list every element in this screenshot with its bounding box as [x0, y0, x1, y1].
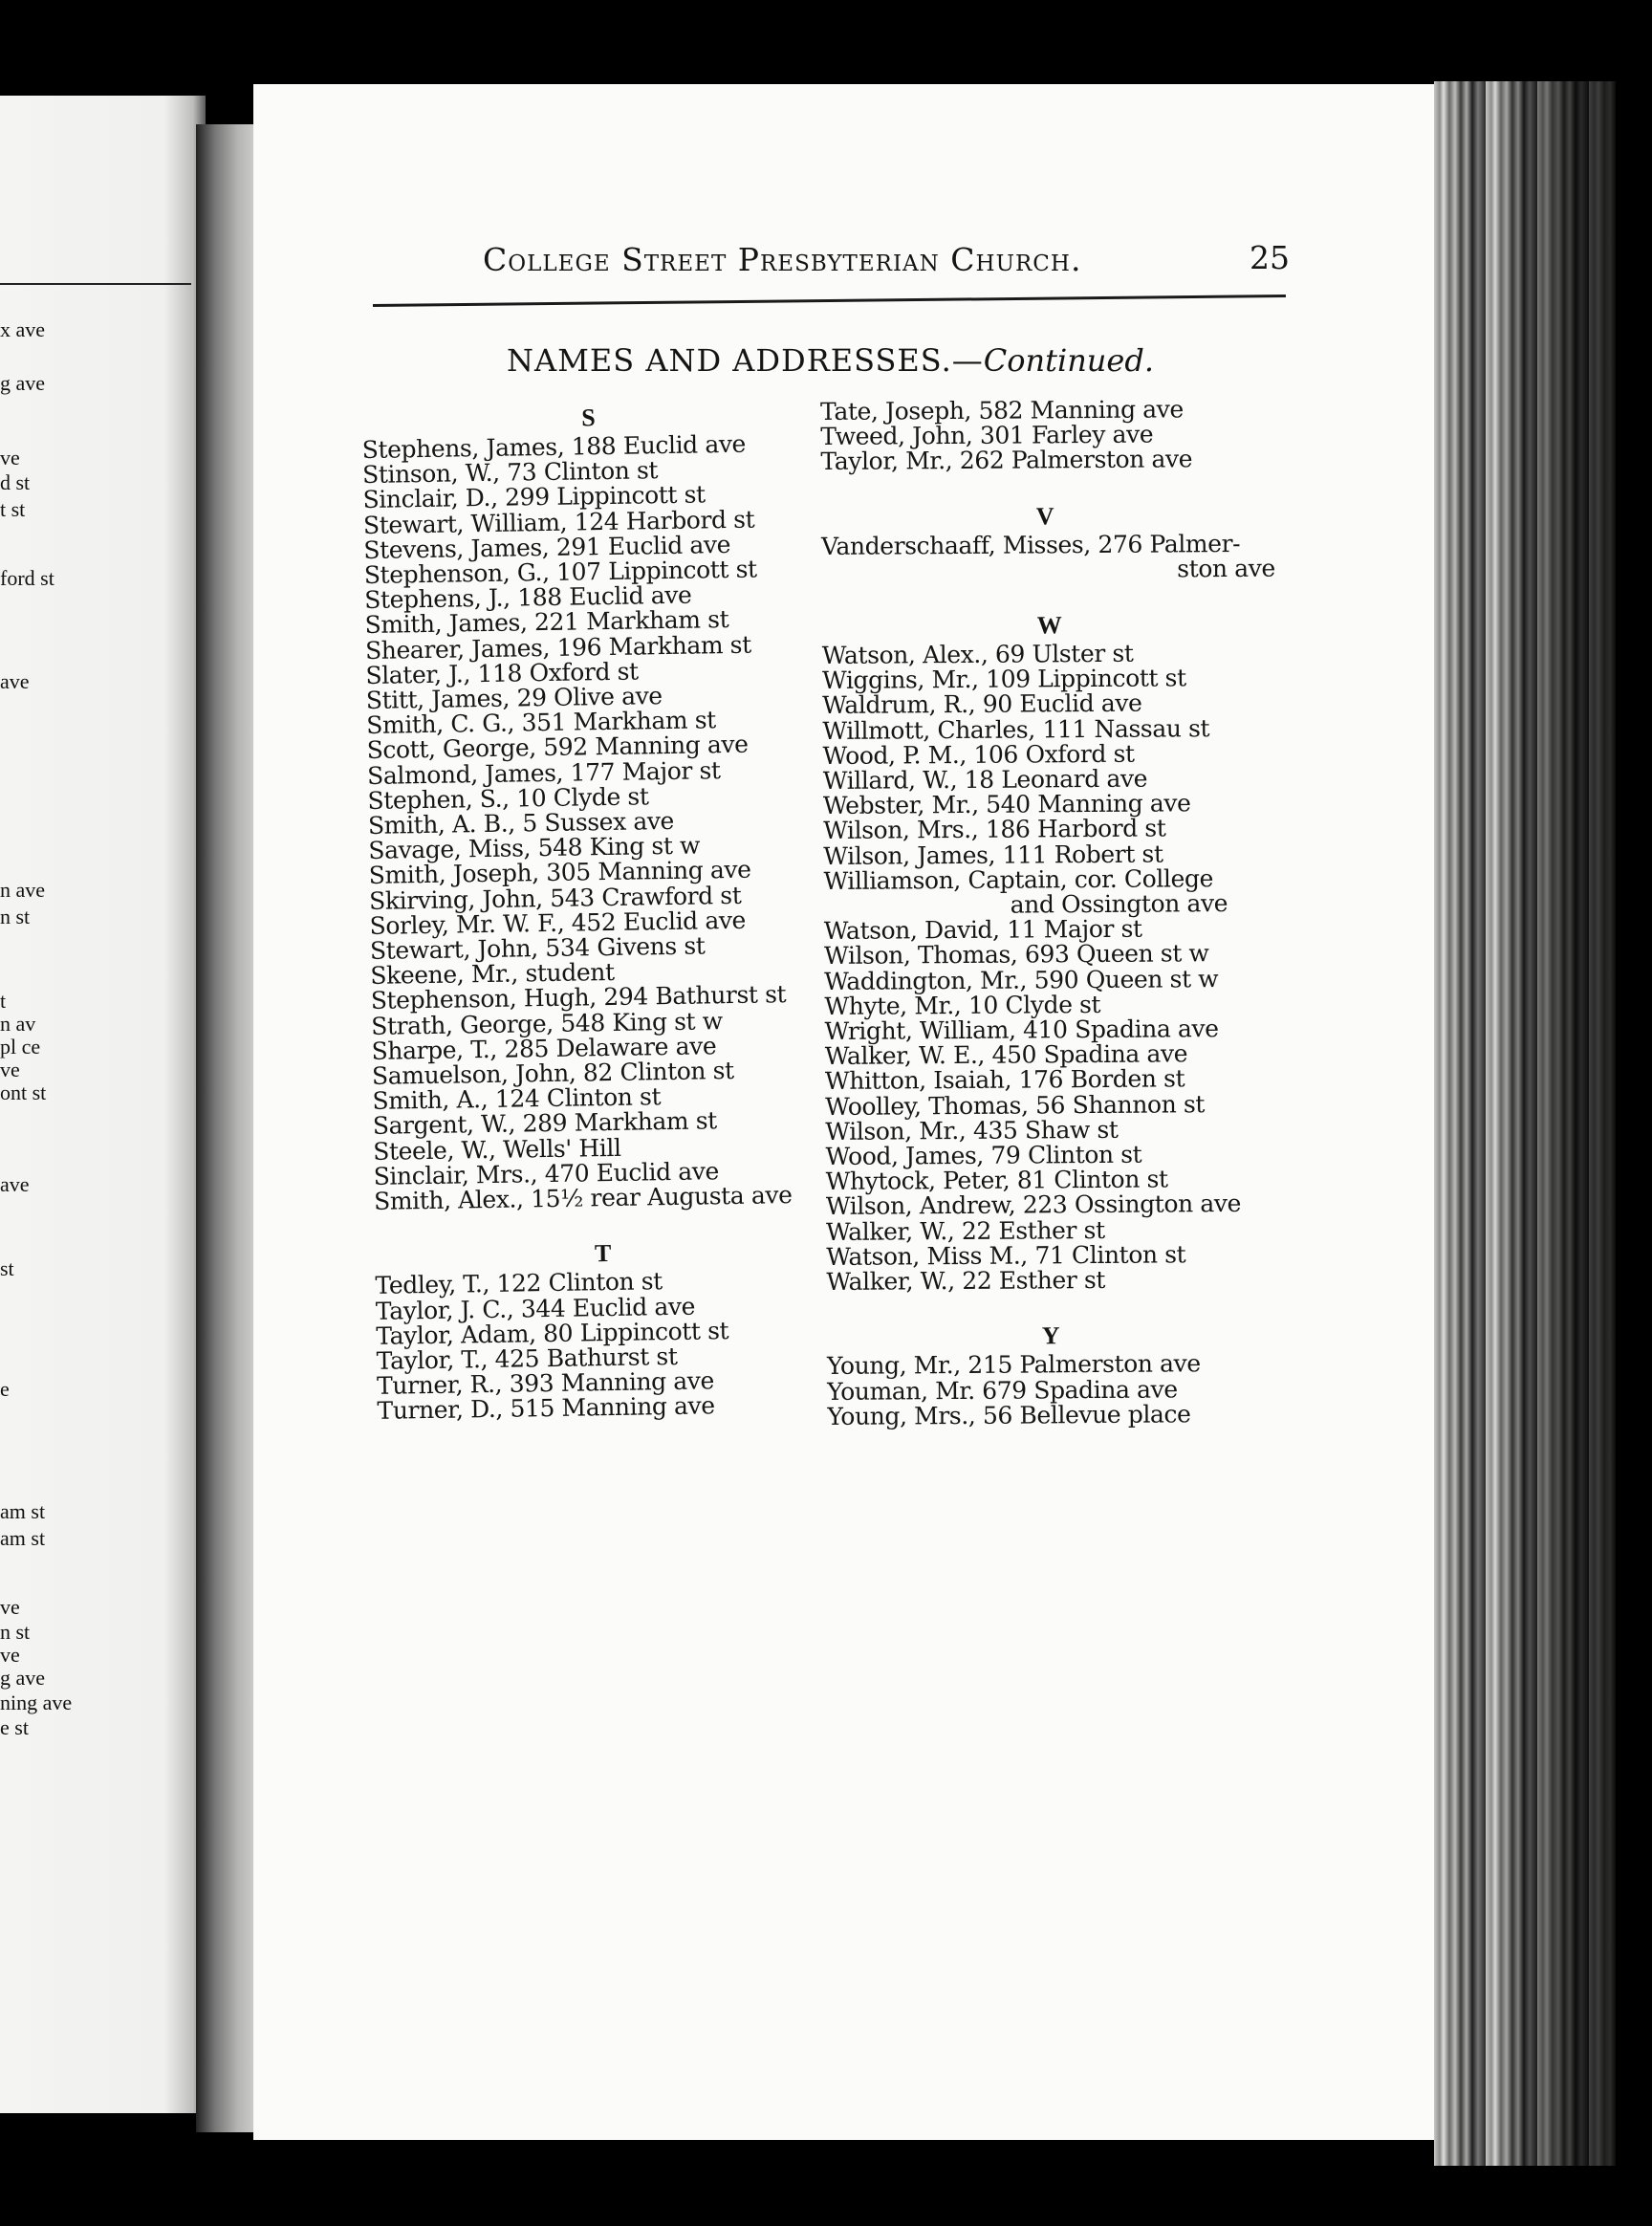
facing-page-fragment: g ave: [0, 1666, 46, 1690]
directory-entry: Willmott, Charles, 111 Nassau st: [822, 713, 1210, 745]
directory-entry: Wiggins, Mr., 109 Lippincott st: [821, 664, 1186, 695]
facing-page-fragment: ve: [0, 1643, 20, 1667]
directory-entry: Scott, George, 592 Manning ave: [366, 731, 749, 765]
directory-entry: Whyte, Mr., 10 Clyde st: [824, 990, 1101, 1020]
facing-page-fragment: ve: [0, 446, 20, 469]
page-number: 25: [1250, 239, 1290, 276]
directory-entry: Skirving, John, 543 Crawford st: [368, 881, 742, 915]
directory-entry: Stephens, James, 188 Euclid ave: [361, 429, 747, 464]
facing-page: [0, 96, 206, 2113]
directory-entry: Stephens, J., 188 Euclid ave: [364, 580, 692, 615]
directory-entry: Stevens, James, 291 Euclid ave: [363, 530, 731, 564]
running-header: College Street Presbyterian Church.: [483, 241, 1082, 278]
directory-entry: Wright, William, 410 Spadina ave: [824, 1015, 1219, 1046]
facing-page-fragment: x ave: [0, 317, 46, 341]
directory-entry-continuation: ston ave: [1177, 554, 1275, 583]
directory-entry: Taylor, T., 425 Bathurst st: [376, 1342, 678, 1375]
directory-column-right: [820, 396, 1335, 1429]
directory-entry: Stewart, John, 534 Givens st: [369, 931, 706, 965]
directory-entry: Steele, W., Wells' Hill: [373, 1133, 621, 1166]
letter-heading: Y: [1041, 1321, 1060, 1350]
directory-entry-continuation: and Ossington ave: [1010, 889, 1228, 919]
directory-entry: Smith, C. G., 351 Markham st: [366, 706, 717, 740]
page-edges-shadow: [1491, 81, 1652, 2166]
directory-entry: Wilson, Mrs., 186 Harbord st: [823, 814, 1166, 845]
directory-entry: Tate, Joseph, 582 Manning ave: [819, 395, 1184, 426]
facing-page-fragment: n st: [0, 1620, 31, 1644]
facing-page-fragment: ont st: [0, 1080, 47, 1104]
directory-entry: Whytock, Peter, 81 Clinton st: [825, 1165, 1168, 1196]
directory-entry: Wilson, Andrew, 223 Ossington ave: [825, 1189, 1242, 1221]
directory-entry: Smith, James, 221 Markham st: [364, 605, 729, 640]
directory-entry: Stinson, W., 73 Clinton st: [361, 456, 659, 490]
section-gap: [827, 1292, 1334, 1320]
facing-page-fragment: ave: [0, 1172, 30, 1196]
directory-entry: Stephen, S., 10 Clyde st: [367, 782, 649, 815]
section-gap: [821, 471, 1328, 500]
directory-entry: Smith, A. B., 5 Sussex ave: [367, 806, 675, 840]
directory-entry: Wood, P. M., 106 Oxford st: [822, 739, 1135, 770]
section-gap: [821, 580, 1328, 609]
directory-entry: Taylor, J. C., 344 Euclid ave: [375, 1292, 696, 1325]
directory-entry: Williamson, Captain, cor. College: [823, 863, 1214, 895]
directory-entry: Taylor, Adam, 80 Lippincott st: [376, 1316, 729, 1350]
directory-entry: Smith, Joseph, 305 Manning ave: [368, 856, 751, 890]
directory-column-left: [361, 396, 875, 1425]
facing-page-fragment: ve: [0, 1595, 20, 1619]
directory-entry: Youman, Mr. 679 Spadina ave: [827, 1374, 1178, 1406]
directory-entry: Stephenson, G., 107 Lippincott st: [363, 555, 757, 589]
directory-entry: Smith, Alex., 15½ rear Augusta ave: [373, 1181, 793, 1215]
directory-entry: Salmond, James, 177 Major st: [366, 755, 721, 790]
directory-entry: Stitt, James, 29 Olive ave: [365, 682, 663, 714]
directory-entry: Willard, W., 18 Leonard ave: [822, 764, 1148, 796]
directory-entry: Turner, R., 393 Manning ave: [376, 1366, 715, 1400]
facing-page-fragment: n av: [0, 1012, 36, 1036]
facing-page-fragment: pl ce: [0, 1035, 41, 1058]
letter-heading: V: [1035, 501, 1054, 531]
directory-entry: Watson, Miss M., 71 Clinton st: [826, 1240, 1186, 1271]
directory-entry: Wood, James, 79 Clinton st: [825, 1140, 1142, 1171]
letter-heading: W: [1036, 611, 1062, 640]
directory-entry: Sorley, Mr. W. F., 452 Euclid ave: [369, 906, 747, 940]
directory-entry: Walker, W., 22 Esther st: [826, 1266, 1106, 1297]
directory-entry: Tedley, T., 122 Clinton st: [375, 1267, 663, 1300]
directory-entry: Watson, David, 11 Major st: [823, 914, 1142, 946]
facing-page-fragment: ford st: [0, 566, 54, 590]
section-title: [507, 342, 1154, 379]
directory-entry: Waddington, Mr., 590 Queen st w: [824, 964, 1219, 995]
directory-entry: Young, Mrs., 56 Bellevue place: [827, 1400, 1191, 1430]
directory-entry: Samuelson, John, 82 Clinton st: [371, 1057, 734, 1090]
section-title-text: NAMES AND ADDRESSES.—: [507, 342, 984, 379]
directory-entry: Stephenson, Hugh, 294 Bathurst st: [370, 980, 787, 1015]
directory-entry: Turner, D., 515 Manning ave: [377, 1391, 715, 1426]
directory-entry: Slater, J., 118 Oxford st: [365, 657, 639, 689]
facing-page-fragment: n ave: [0, 878, 46, 902]
directory-entry: Taylor, Mr., 262 Palmerston ave: [820, 445, 1193, 476]
facing-page-fragment: am st: [0, 1526, 46, 1550]
directory-entry: Watson, Alex., 69 Ulster st: [821, 639, 1134, 670]
directory-entry: Wilson, Mr., 435 Shaw st: [825, 1115, 1119, 1146]
facing-page-fragment: ave: [0, 669, 30, 693]
facing-page-fragment: st: [0, 1256, 14, 1280]
directory-entry: Sinclair, D., 299 Lippincott st: [362, 480, 706, 514]
directory-entry: Walker, W. E., 450 Spadina ave: [824, 1039, 1188, 1071]
facing-page-fragment: am st: [0, 1499, 46, 1523]
facing-page-fragment: n st: [0, 905, 31, 928]
facing-page-fragment: ning ave: [0, 1691, 73, 1714]
directory-entry: Sinclair, Mrs., 470 Euclid ave: [373, 1157, 720, 1190]
directory-entry: Walker, W., 22 Esther st: [825, 1215, 1105, 1246]
directory-entry: Stewart, William, 124 Harbord st: [362, 505, 755, 539]
directory-entry: Wilson, Thomas, 693 Queen st w: [823, 939, 1209, 971]
directory-entry: Smith, A., 124 Clinton st: [372, 1082, 662, 1116]
directory-entry: Tweed, John, 301 Farley ave: [820, 420, 1154, 451]
facing-page-fragment: t: [0, 989, 7, 1013]
directory-entry: Strath, George, 548 King st w: [371, 1006, 723, 1040]
facing-page-rule: [0, 283, 191, 285]
letter-heading: S: [581, 404, 596, 432]
directory-entry: Webster, Mr., 540 Manning ave: [822, 789, 1191, 820]
facing-page-fragment: d st: [0, 470, 31, 494]
facing-page-fragment: t st: [0, 497, 26, 521]
facing-page-fragment: g ave: [0, 371, 46, 395]
directory-entry: Vanderschaaff, Misses, 276 Palmer-: [820, 529, 1241, 560]
section-continued: Continued.: [983, 342, 1154, 379]
letter-heading: T: [594, 1239, 612, 1268]
directory-entry: Woolley, Thomas, 56 Shannon st: [825, 1089, 1206, 1121]
directory-entry: Young, Mr., 215 Palmerston ave: [826, 1349, 1201, 1381]
directory-entry: Sargent, W., 289 Markham st: [372, 1106, 718, 1141]
directory-entry: Wilson, James, 111 Robert st: [823, 840, 1163, 870]
directory-entry: Whitton, Isaiah, 176 Borden st: [824, 1064, 1185, 1096]
directory-entry: Shearer, James, 196 Markham st: [364, 630, 751, 665]
directory-entry: Skeene, Mr., student: [370, 958, 615, 991]
directory-entry: Savage, Miss, 548 King st w: [368, 831, 701, 865]
directory-entry: Waldrum, R., 90 Euclid ave: [822, 689, 1142, 720]
directory-entry: Sharpe, T., 285 Delaware ave: [371, 1032, 717, 1065]
facing-page-fragment: e st: [0, 1715, 29, 1739]
facing-page-fragment: e: [0, 1377, 10, 1401]
facing-page-fragment: ve: [0, 1058, 20, 1081]
